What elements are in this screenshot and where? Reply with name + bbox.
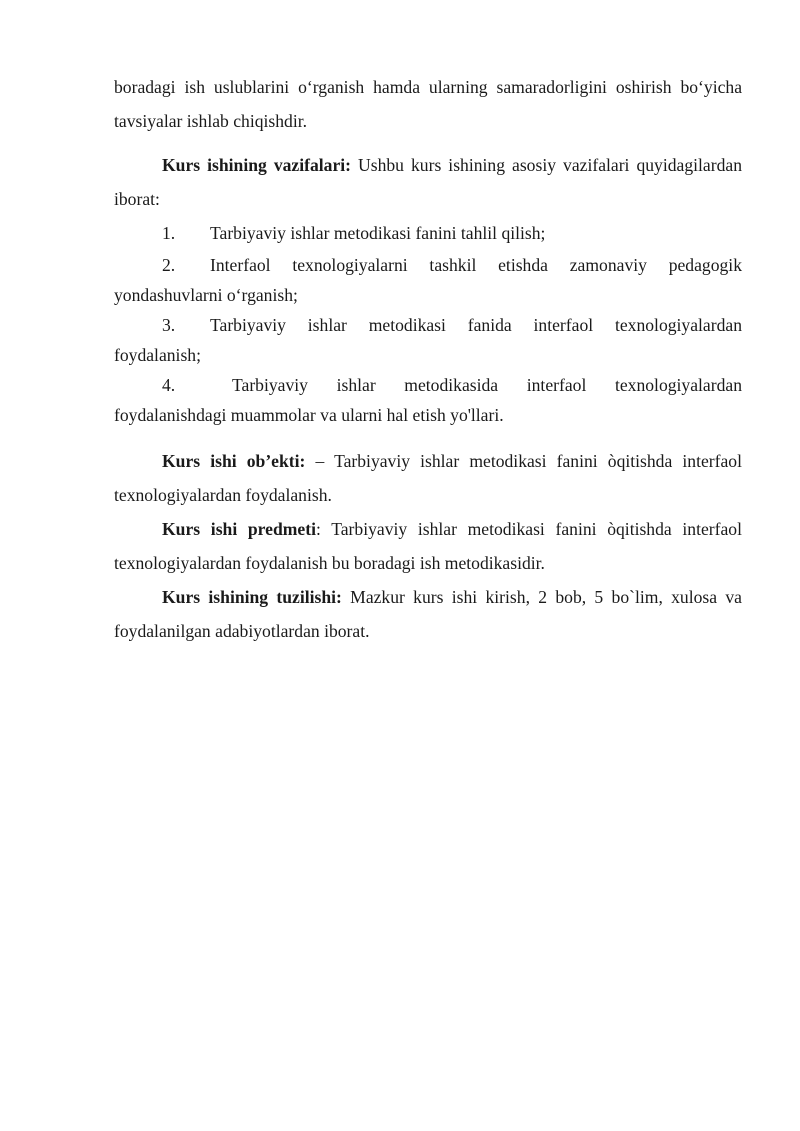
document-page <box>114 70 742 648</box>
task-text-2: Interfaol texnologiyalarni tashkil etishda zamonaviy pedagogik yondashuvlarni o‘rganish; <box>114 255 742 305</box>
intro-paragraph: boradagi ish uslublarini o‘rganish hamda ularning samaradorligini oshirish bo‘yicha tavsiyalar ishlab chiqishdir. <box>114 77 742 131</box>
tasks-text: Ushbu kurs ishining asosiy vazifalari quyidagilardan iborat: <box>114 155 742 209</box>
task-text-4: Tarbiyaviy ishlar metodikasida interfaol texnologiyalardan foydalanishdagi muammolar va ularni hal etish yo'llari. <box>114 375 742 425</box>
object-text: – Tarbiyaviy ishlar metodikasi fanini òqitishda interfaol texnologiyalardan foydalanish. <box>114 451 742 505</box>
subject-paragraph <box>114 512 742 580</box>
object-paragraph <box>114 444 742 512</box>
task-number-4: 4. <box>162 375 176 395</box>
tasks-heading: Kurs ishining vazifalari: <box>162 155 352 175</box>
structure-paragraph <box>114 580 742 648</box>
tasks-paragraph <box>114 148 742 216</box>
task-item-3 <box>114 310 742 370</box>
structure-heading: Kurs ishining tuzilishi: <box>162 587 342 607</box>
task-text-1: Tarbiyaviy ishlar metodikasi fanini tahlil qilish; <box>210 223 546 243</box>
task-item-2 <box>114 250 742 310</box>
subject-heading: Kurs ishi predmeti <box>162 519 316 539</box>
task-number-1: 1. <box>162 223 176 243</box>
subject-text: : Tarbiyaviy ishlar metodikasi fanini òqitishda interfaol texnologiyalardan foydalanish bu boradagi ish metodikasidir. <box>114 519 742 573</box>
task-item-4 <box>114 370 742 430</box>
task-number-2: 2. <box>162 255 176 275</box>
structure-text: Mazkur kurs ishi kirish, 2 bob, 5 bo`lim, xulosa va foydalanilgan adabiyotlardan iborat. <box>114 587 742 641</box>
task-text-3: Tarbiyaviy ishlar metodikasi fanida interfaol texnologiyalardan foydalanish; <box>114 315 742 365</box>
task-item-1 <box>114 216 742 250</box>
object-heading: Kurs ishi ob’ekti: <box>162 451 306 471</box>
task-number-3: 3. <box>162 315 176 335</box>
